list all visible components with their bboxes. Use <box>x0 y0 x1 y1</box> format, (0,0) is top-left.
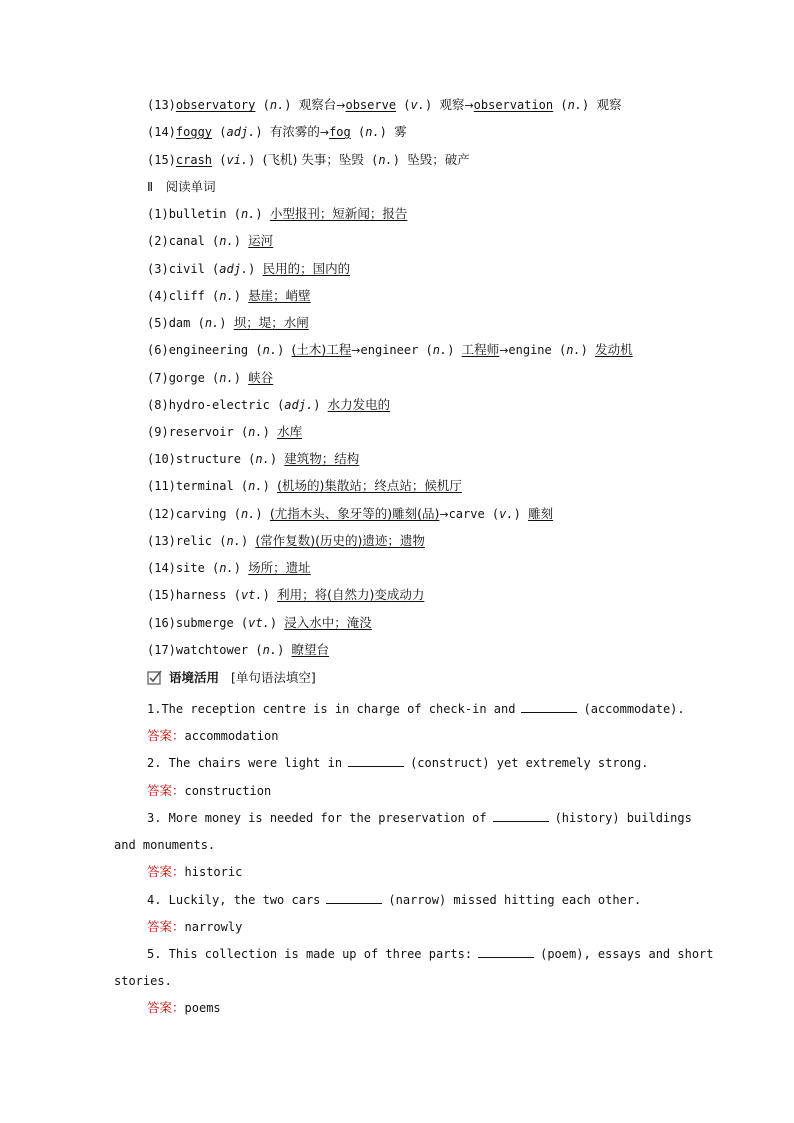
answer-blank <box>326 892 382 904</box>
section-title: Ⅱ 阅读单词 <box>147 179 216 194</box>
answer-4: 答案：narrowly <box>147 919 243 934</box>
reading-word-item: (1)bulletin (n.) 小型报刊；短新闻；报告 <box>147 206 408 221</box>
reading-word-item: (11)terminal (n.) (机场的)集散站；终点站；候机厅 <box>147 478 462 493</box>
reading-word-item: (8)hydro-electric (adj.) 水力发电的 <box>147 397 391 412</box>
reading-word-item: (10)structure (n.) 建筑物；结构 <box>147 451 360 466</box>
answer-1: 答案：accommodation <box>147 728 279 743</box>
answer-blank <box>478 946 534 958</box>
reading-word-item: (2)canal (n.) 运河 <box>147 233 274 248</box>
arrow-icon: → <box>336 99 346 112</box>
reading-word-item: (16)submerge (vt.) 浸入水中；淹没 <box>147 615 372 630</box>
answer-2: 答案：construction <box>147 783 272 798</box>
reading-word-item: (7)gorge (n.) 峡谷 <box>147 370 274 385</box>
question-5: 5. This collection is made up of three parts: (poem), essays and short <box>147 947 714 961</box>
question-3-continued: and monuments. <box>114 838 216 852</box>
practice-title: 语境活用 <box>169 670 220 685</box>
arrow-icon: → <box>351 344 361 357</box>
checkmark-pencil-icon <box>147 669 163 685</box>
reading-word-item: (6)engineering (n.) (土木)工程→engineer (n.) 工程师→engine (n.) 发动机 <box>147 342 633 357</box>
question-1: 1.The reception centre is in charge of check-in and (accommodate). <box>147 702 685 716</box>
arrow-icon: → <box>439 508 449 521</box>
reading-word-item: (5)dam (n.) 坝；堤；水闸 <box>147 315 309 330</box>
question-4: 4. Luckily, the two cars (narrow) missed hitting each other. <box>147 893 642 907</box>
answer-5: 答案：poems <box>147 1000 221 1015</box>
vocab-line-14: (14)foggy (adj.) 有浓雾的→fog (n.) 雾 <box>147 124 407 139</box>
practice-subtitle: [单句语法填空] <box>231 670 316 685</box>
arrow-icon: → <box>319 126 330 139</box>
reading-word-item: (4)cliff (n.) 悬崖；峭壁 <box>147 288 311 303</box>
reading-word-item: (9)reservoir (n.) 水库 <box>147 424 303 439</box>
question-3: 3. More money is needed for the preservation of (history) buildings <box>147 811 692 825</box>
answer-3: 答案：historic <box>147 864 243 879</box>
vocab-line-13: (13)observatory (n.) 观察台→observe (v.) 观察→observation (n.) 观察 <box>147 97 622 112</box>
answer-blank <box>348 755 404 767</box>
reading-word-item: (3)civil (adj.) 民用的；国内的 <box>147 261 351 276</box>
reading-word-item: (13)relic (n.) (常作复数)(历史的)遗迹；遗物 <box>147 533 425 548</box>
arrow-icon: → <box>464 99 474 112</box>
vocab-line-15: (15)crash (vi.) (飞机) 失事；坠毁 (n.) 坠毁；破产 <box>147 152 470 167</box>
reading-word-item: (15)harness (vt.) 利用；将(自然力)变成动力 <box>147 587 425 602</box>
question-5-continued: stories. <box>114 974 172 988</box>
arrow-icon: → <box>499 344 509 357</box>
reading-word-item: (17)watchtower (n.) 瞭望台 <box>147 642 330 657</box>
answer-blank <box>493 810 549 822</box>
practice-header <box>147 668 316 686</box>
answer-blank <box>521 701 577 713</box>
reading-word-item: (12)carving (n.) (尤指木头、象牙等的)雕刻(品)→carve (v.) 雕刻 <box>147 506 554 521</box>
question-2: 2. The chairs were light in (construct) yet extremely strong. <box>147 756 649 770</box>
reading-word-item: (14)site (n.) 场所；遗址 <box>147 560 311 575</box>
